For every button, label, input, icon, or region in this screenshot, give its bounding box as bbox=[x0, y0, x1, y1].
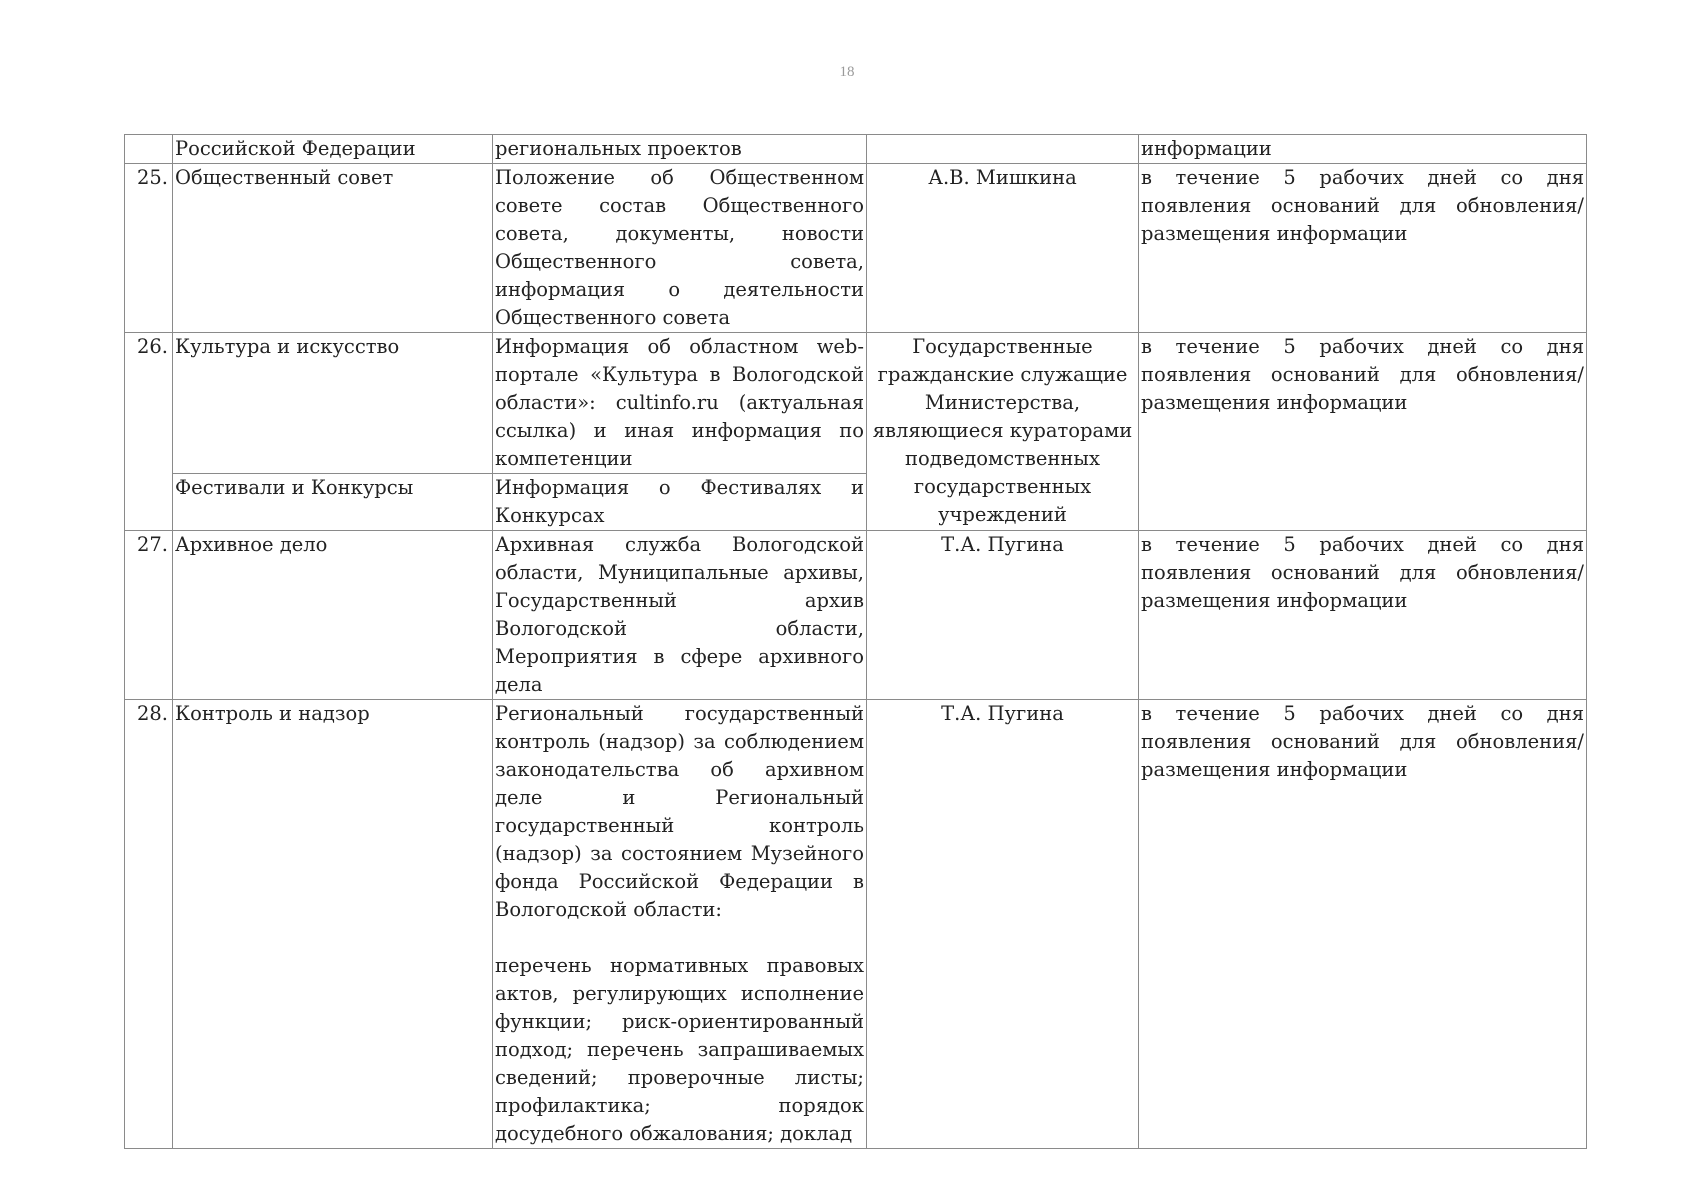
row-number-cell bbox=[125, 135, 173, 164]
content-cell: региональных проектов bbox=[493, 135, 867, 164]
responsible-cell: Т.А. Пугина bbox=[867, 700, 1139, 1149]
content-cell: Информация об областном web-портале «Культура в Вологодской области»: cultinfo.ru (актуальная ссылка) и иная информация по компетенции bbox=[493, 333, 867, 474]
responsible-cell bbox=[867, 135, 1139, 164]
content-paragraph-1: Региональный государственный контроль (надзор) за соблюдением законодательства об архивном деле и Региональный государственный контроль (надзор) за состоянием Музейного фонда Российской Федерации в Вологодской области: bbox=[495, 702, 864, 921]
content-paragraph-2: перечень нормативных правовых актов, регулирующих исполнение функции; риск-ориентированный подход; перечень запрашиваемых сведений; проверочные листы; профилактика; порядок досудебного обжалования; доклад bbox=[495, 954, 864, 1145]
responsible-cell: А.В. Мишкина bbox=[867, 164, 1139, 333]
table-row-25 bbox=[125, 164, 1587, 333]
sub-section-cell: Фестивали и Конкурсы bbox=[173, 474, 493, 531]
section-cell: Общественный совет bbox=[173, 164, 493, 333]
term-cell: в течение 5 рабочих дней со дня появления оснований для обновления/размещения информации bbox=[1139, 164, 1587, 333]
row-number-cell: 25. bbox=[125, 164, 173, 333]
row-number-cell: 28. bbox=[125, 700, 173, 1149]
paragraph-gap bbox=[495, 924, 864, 952]
row-number-cell: 27. bbox=[125, 531, 173, 700]
table-row-28 bbox=[125, 700, 1587, 1149]
sub-content-cell: Информация о Фестивалях и Конкурсах bbox=[493, 474, 867, 531]
table-row-27 bbox=[125, 531, 1587, 700]
content-cell: Положение об Общественном совете состав Общественного совета, документы, новости Общественного совета, информация о деятельности Общественного совета bbox=[493, 164, 867, 333]
table-row-continuation bbox=[125, 135, 1587, 164]
table-row-26 bbox=[125, 333, 1587, 474]
section-cell: Контроль и надзор bbox=[173, 700, 493, 1149]
responsible-cell: Государственные гражданские служащие Министерства, являющиеся кураторами подведомственных государственных учреждений bbox=[867, 333, 1139, 531]
responsible-cell: Т.А. Пугина bbox=[867, 531, 1139, 700]
term-cell: в течение 5 рабочих дней со дня появления оснований для обновления/размещения информации bbox=[1139, 531, 1587, 700]
page-number: 18 bbox=[839, 64, 855, 80]
row-number-cell: 26. bbox=[125, 333, 173, 531]
section-cell: Архивное дело bbox=[173, 531, 493, 700]
term-cell: информации bbox=[1139, 135, 1587, 164]
document-table bbox=[124, 134, 1587, 1149]
section-cell: Российской Федерации bbox=[173, 135, 493, 164]
term-cell: в течение 5 рабочих дней со дня появления оснований для обновления/размещения информации bbox=[1139, 333, 1587, 531]
section-cell: Культура и искусство bbox=[173, 333, 493, 474]
content-cell: Архивная служба Вологодской области, Муниципальные архивы, Государственный архив Вологодской области, Мероприятия в сфере архивного дела bbox=[493, 531, 867, 700]
term-cell: в течение 5 рабочих дней со дня появления оснований для обновления/размещения информации bbox=[1139, 700, 1587, 1149]
content-cell bbox=[493, 700, 867, 1149]
